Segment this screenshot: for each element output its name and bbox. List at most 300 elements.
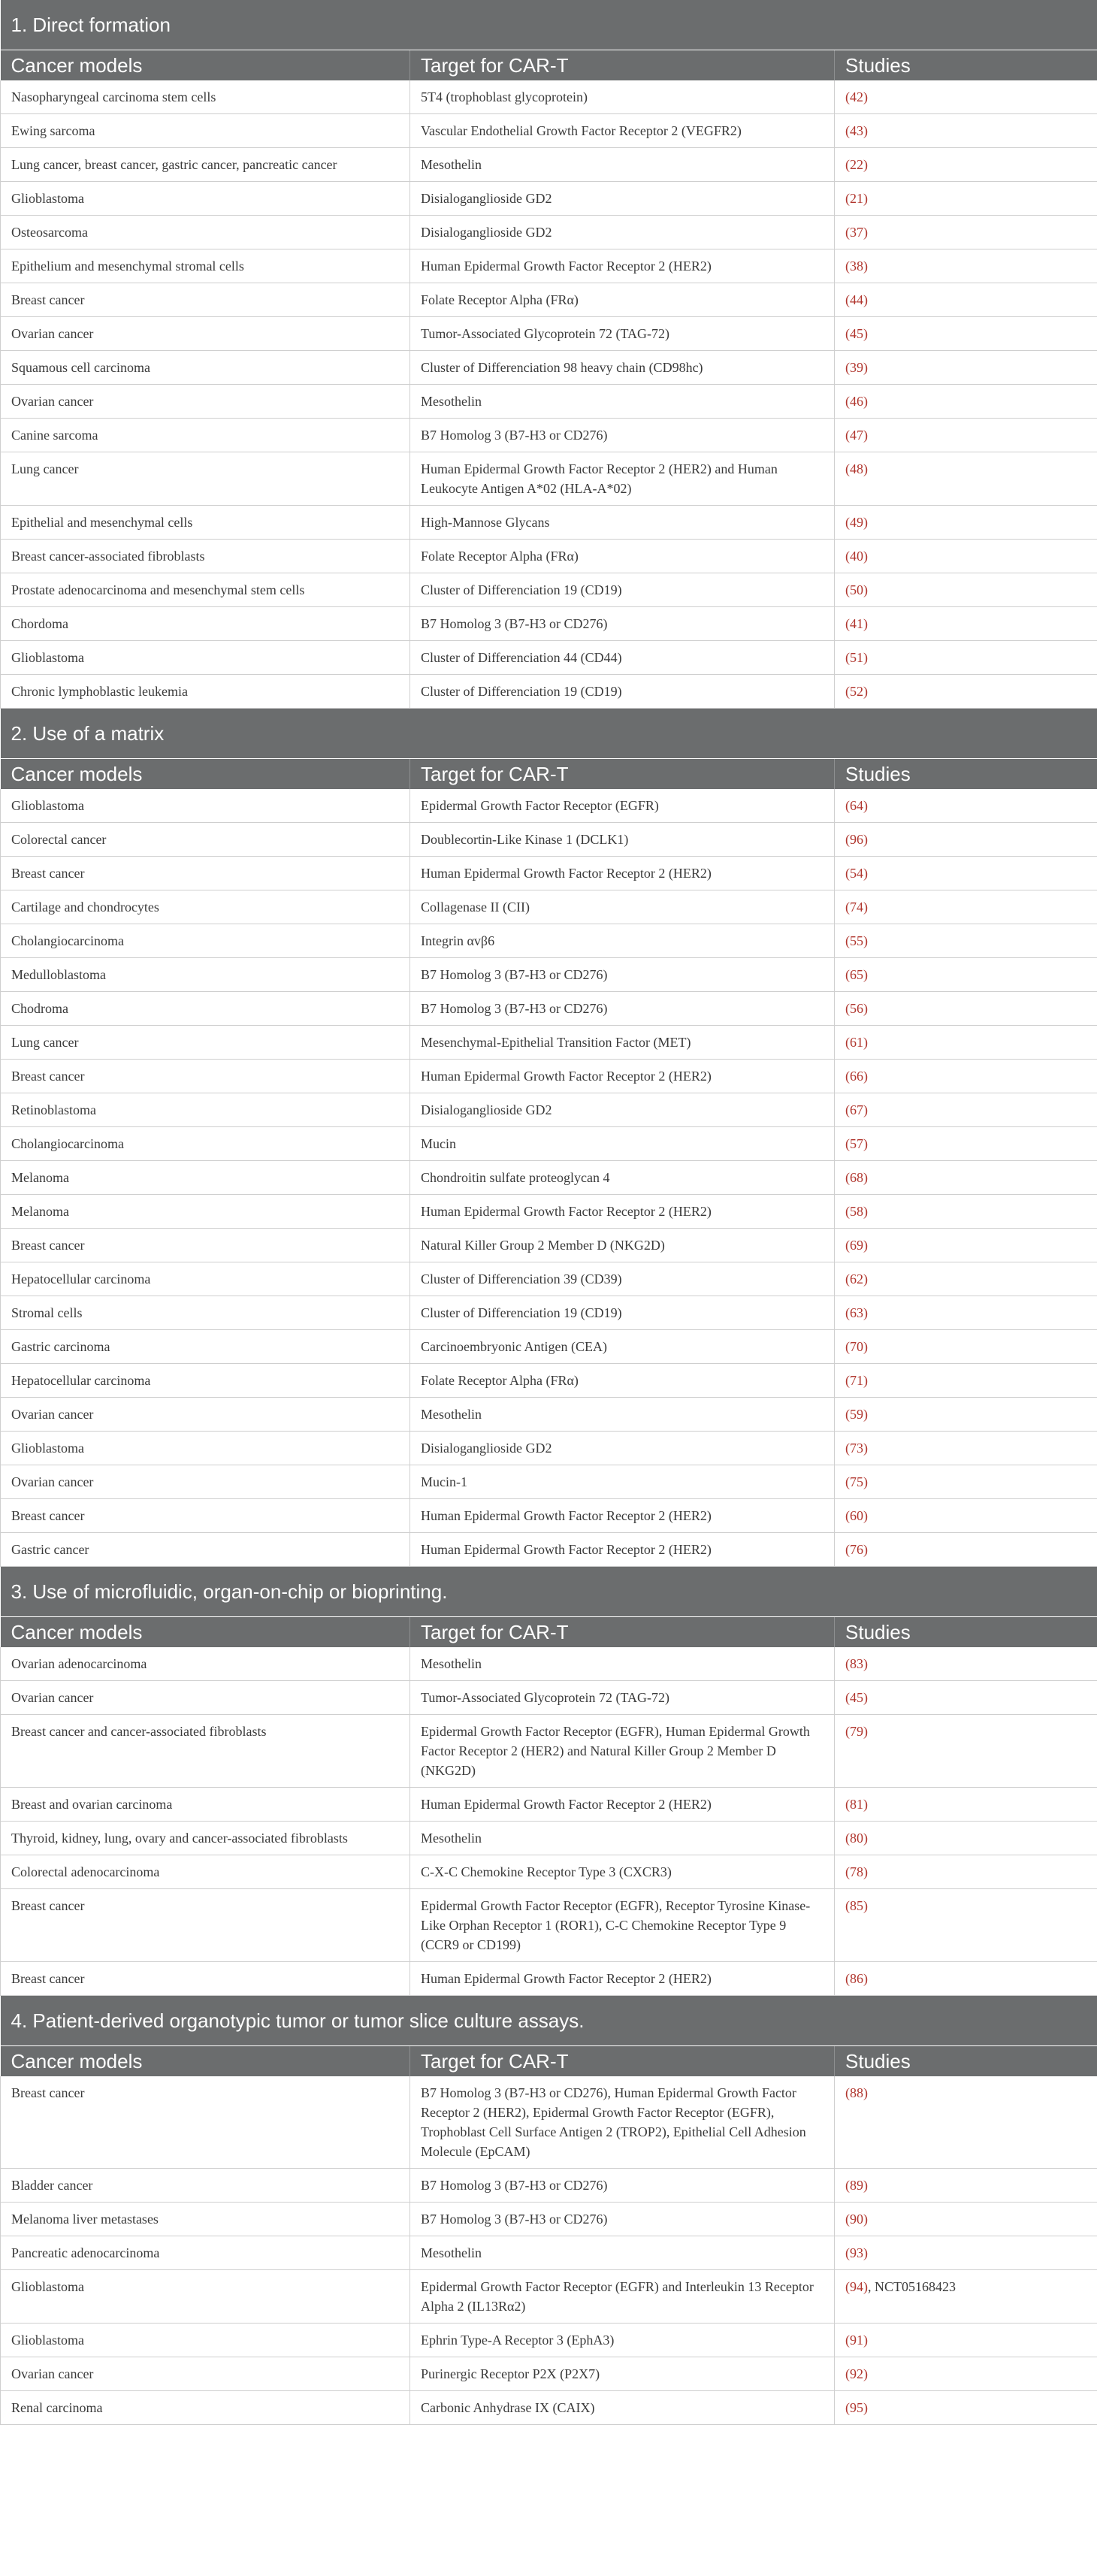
target-cell: Mesenchymal-Epithelial Transition Factor (MET): [410, 1026, 835, 1060]
table-row: [1, 958, 1097, 992]
study-reference-link[interactable]: (89): [845, 2178, 868, 2193]
studies-cell: [835, 924, 1097, 958]
cancer-model-cell: Gastric cancer: [1, 1533, 410, 1567]
study-reference-link[interactable]: (94): [845, 2279, 868, 2294]
target-cell: B7 Homolog 3 (B7-H3 or CD276): [410, 992, 835, 1026]
study-reference-link[interactable]: (56): [845, 1001, 868, 1016]
studies-cell: [835, 1127, 1097, 1161]
cancer-model-cell: Breast cancer: [1, 1229, 410, 1262]
cancer-model-cell: Osteosarcoma: [1, 216, 410, 249]
studies-cell: [835, 506, 1097, 540]
table-row: [1, 182, 1097, 216]
studies-cell: [835, 1533, 1097, 1567]
column-header-studies: Studies: [835, 1617, 1097, 1648]
target-cell: B7 Homolog 3 (B7-H3 or CD276): [410, 419, 835, 452]
table-row: [1, 573, 1097, 607]
study-reference-link[interactable]: (92): [845, 2366, 868, 2381]
target-cell: B7 Homolog 3 (B7-H3 or CD276): [410, 607, 835, 641]
study-reference-link[interactable]: (58): [845, 1204, 868, 1219]
studies-cell: [835, 80, 1097, 114]
target-cell: Epidermal Growth Factor Receptor (EGFR), Receptor Tyrosine Kinase-Like Orphan Receptor 1 (ROR1), C-C Chemokine Receptor Type 9 (CCR9 or CD199): [410, 1889, 835, 1962]
target-cell: Chondroitin sulfate proteoglycan 4: [410, 1161, 835, 1195]
cancer-model-cell: Breast cancer: [1, 283, 410, 317]
target-cell: Mesothelin: [410, 1398, 835, 1432]
target-cell: Folate Receptor Alpha (FRα): [410, 540, 835, 573]
table-row: [1, 1788, 1097, 1822]
table-row: [1, 2203, 1097, 2236]
studies-cell: [835, 857, 1097, 890]
study-reference-link[interactable]: (81): [845, 1797, 868, 1812]
target-cell: Mucin: [410, 1127, 835, 1161]
section-header: [1, 0, 1097, 50]
cancer-model-cell: Epithelium and mesenchymal stromal cells: [1, 249, 410, 283]
study-reference-link[interactable]: (37): [845, 225, 868, 240]
target-cell: Vascular Endothelial Growth Factor Receptor 2 (VEGFR2): [410, 114, 835, 148]
cancer-model-cell: Breast cancer-associated fibroblasts: [1, 540, 410, 573]
study-reference-link[interactable]: (78): [845, 1864, 868, 1879]
cancer-model-cell: Breast cancer: [1, 1499, 410, 1533]
study-reference-link[interactable]: (54): [845, 866, 868, 881]
table-row: [1, 2236, 1097, 2270]
target-cell: B7 Homolog 3 (B7-H3 or CD276): [410, 958, 835, 992]
studies-cell: [835, 1195, 1097, 1229]
target-cell: Collagenase II (CII): [410, 890, 835, 924]
table-row: [1, 1962, 1097, 1996]
studies-cell: [835, 890, 1097, 924]
studies-cell: [835, 114, 1097, 148]
table-row: [1, 1889, 1097, 1962]
cancer-model-cell: Cholangiocarcinoma: [1, 1127, 410, 1161]
studies-cell: [835, 1962, 1097, 1996]
study-reference-link[interactable]: (68): [845, 1170, 868, 1185]
studies-cell: [835, 1330, 1097, 1364]
cancer-model-cell: Glioblastoma: [1, 641, 410, 675]
studies-cell: [835, 1715, 1097, 1788]
target-cell: Human Epidermal Growth Factor Receptor 2 (HER2): [410, 1060, 835, 1093]
study-reference-link[interactable]: (88): [845, 2085, 868, 2100]
study-reference-link[interactable]: (80): [845, 1831, 868, 1846]
section-title: 1. Direct formation: [1, 0, 1097, 50]
cancer-model-cell: Melanoma: [1, 1195, 410, 1229]
target-cell: Tumor-Associated Glycoprotein 72 (TAG-72): [410, 317, 835, 351]
study-reference-link[interactable]: (93): [845, 2245, 868, 2260]
cancer-model-cell: Hepatocellular carcinoma: [1, 1364, 410, 1398]
studies-cell: [835, 385, 1097, 419]
target-cell: Human Epidermal Growth Factor Receptor 2 (HER2) and Human Leukocyte Antigen A*02 (HLA-A*02): [410, 452, 835, 506]
cancer-model-cell: Retinoblastoma: [1, 1093, 410, 1127]
table-body: [1, 0, 1097, 2425]
study-reference-link[interactable]: (57): [845, 1136, 868, 1151]
study-reference-link[interactable]: (63): [845, 1305, 868, 1320]
target-cell: Human Epidermal Growth Factor Receptor 2 (HER2): [410, 857, 835, 890]
study-reference-link[interactable]: (48): [845, 461, 868, 476]
study-reference-link[interactable]: (43): [845, 123, 868, 138]
study-reference-link[interactable]: (22): [845, 157, 868, 172]
table-row: [1, 540, 1097, 573]
studies-cell: [835, 1296, 1097, 1330]
studies-cell: [835, 1499, 1097, 1533]
studies-cell: [835, 540, 1097, 573]
cancer-model-cell: Melanoma liver metastases: [1, 2203, 410, 2236]
column-header-target: Target for CAR-T: [410, 1617, 835, 1648]
study-reference-link[interactable]: (83): [845, 1656, 868, 1671]
study-reference-link[interactable]: (85): [845, 1898, 868, 1913]
study-reference-link[interactable]: (62): [845, 1271, 868, 1286]
table-row: [1, 641, 1097, 675]
target-cell: Mesothelin: [410, 148, 835, 182]
table-row: [1, 1296, 1097, 1330]
section-title: 2. Use of a matrix: [1, 709, 1097, 759]
cancer-model-cell: Breast cancer: [1, 857, 410, 890]
study-reference-link[interactable]: (64): [845, 798, 868, 813]
table-row: [1, 789, 1097, 823]
cancer-model-cell: Chronic lymphoblastic leukemia: [1, 675, 410, 709]
study-reference-link[interactable]: (65): [845, 967, 868, 982]
cancer-model-cell: Nasopharyngeal carcinoma stem cells: [1, 80, 410, 114]
column-header-cancer-models: Cancer models: [1, 759, 410, 790]
study-reference-link[interactable]: (50): [845, 582, 868, 597]
cancer-model-cell: Lung cancer, breast cancer, gastric cancer, pancreatic cancer: [1, 148, 410, 182]
study-reference-link[interactable]: (75): [845, 1474, 868, 1489]
study-reference-link[interactable]: (45): [845, 1690, 868, 1705]
cancer-model-cell: Cholangiocarcinoma: [1, 924, 410, 958]
target-cell: Human Epidermal Growth Factor Receptor 2 (HER2): [410, 249, 835, 283]
section-title: 3. Use of microfluidic, organ-on-chip or bioprinting.: [1, 1567, 1097, 1617]
column-header-cancer-models: Cancer models: [1, 1617, 410, 1648]
study-reference-link[interactable]: (49): [845, 515, 868, 530]
cancer-model-cell: Ovarian cancer: [1, 1465, 410, 1499]
table-row: [1, 216, 1097, 249]
cancer-model-cell: Glioblastoma: [1, 2324, 410, 2357]
target-cell: Human Epidermal Growth Factor Receptor 2 (HER2): [410, 1533, 835, 1567]
target-cell: Cluster of Differenciation 19 (CD19): [410, 573, 835, 607]
studies-cell: [835, 1364, 1097, 1398]
studies-cell: [835, 1093, 1097, 1127]
cancer-model-cell: Bladder cancer: [1, 2169, 410, 2203]
cancer-model-cell: Breast and ovarian carcinoma: [1, 1788, 410, 1822]
section-header: [1, 1996, 1097, 2046]
studies-cell: [835, 958, 1097, 992]
studies-cell: [835, 1161, 1097, 1195]
cancer-model-cell: Thyroid, kidney, lung, ovary and cancer-associated fibroblasts: [1, 1822, 410, 1855]
studies-cell: [835, 249, 1097, 283]
table-row: [1, 1432, 1097, 1465]
cancer-model-cell: Renal carcinoma: [1, 2391, 410, 2425]
study-reference-link[interactable]: (41): [845, 616, 868, 631]
target-cell: Cluster of Differenciation 19 (CD19): [410, 1296, 835, 1330]
column-header-row: [1, 2046, 1097, 2077]
cancer-model-cell: Ovarian cancer: [1, 1398, 410, 1432]
cancer-model-cell: Breast cancer: [1, 1962, 410, 1996]
cancer-model-cell: Canine sarcoma: [1, 419, 410, 452]
table-row: [1, 2076, 1097, 2169]
table-row: [1, 857, 1097, 890]
cancer-model-cell: Ovarian cancer: [1, 1681, 410, 1715]
study-reference-link[interactable]: (91): [845, 2333, 868, 2348]
studies-cell: [835, 317, 1097, 351]
table-row: [1, 114, 1097, 148]
cancer-model-cell: Gastric carcinoma: [1, 1330, 410, 1364]
target-cell: Doublecortin-Like Kinase 1 (DCLK1): [410, 823, 835, 857]
target-cell: High-Mannose Glycans: [410, 506, 835, 540]
study-reference-link[interactable]: (52): [845, 684, 868, 699]
table-row: [1, 1465, 1097, 1499]
study-reference-link[interactable]: (90): [845, 2212, 868, 2227]
study-reference-link[interactable]: (46): [845, 394, 868, 409]
study-reference-link[interactable]: (69): [845, 1238, 868, 1253]
column-header-target: Target for CAR-T: [410, 50, 835, 81]
trial-identifier: , NCT05168423: [868, 2279, 956, 2294]
cancer-model-cell: Glioblastoma: [1, 1432, 410, 1465]
table-row: [1, 452, 1097, 506]
studies-cell: [835, 1465, 1097, 1499]
cancer-model-cell: Glioblastoma: [1, 2270, 410, 2324]
cancer-model-cell: Ewing sarcoma: [1, 114, 410, 148]
target-cell: Human Epidermal Growth Factor Receptor 2 (HER2): [410, 1499, 835, 1533]
studies-cell: [835, 607, 1097, 641]
studies-cell: [835, 2076, 1097, 2169]
cancer-model-cell: Epithelial and mesenchymal cells: [1, 506, 410, 540]
cancer-model-cell: Breast cancer and cancer-associated fibroblasts: [1, 1715, 410, 1788]
column-header-studies: Studies: [835, 759, 1097, 790]
table-row: [1, 351, 1097, 385]
target-cell: Tumor-Associated Glycoprotein 72 (TAG-72): [410, 1681, 835, 1715]
target-cell: Cluster of Differenciation 44 (CD44): [410, 641, 835, 675]
table-row: [1, 2324, 1097, 2357]
studies-cell: [835, 2203, 1097, 2236]
column-header-target: Target for CAR-T: [410, 2046, 835, 2077]
studies-cell: [835, 2324, 1097, 2357]
target-cell: Disialoganglioside GD2: [410, 1432, 835, 1465]
column-header-cancer-models: Cancer models: [1, 50, 410, 81]
table-row: [1, 924, 1097, 958]
cancer-model-cell: Prostate adenocarcinoma and mesenchymal stem cells: [1, 573, 410, 607]
study-reference-link[interactable]: (86): [845, 1971, 868, 1986]
table-row: [1, 1195, 1097, 1229]
studies-cell: [835, 2391, 1097, 2425]
studies-cell: [835, 182, 1097, 216]
study-reference-link[interactable]: (71): [845, 1373, 868, 1388]
target-cell: Carbonic Anhydrase IX (CAIX): [410, 2391, 835, 2425]
table-row: [1, 1681, 1097, 1715]
target-cell: Mesothelin: [410, 1647, 835, 1681]
target-cell: Disialoganglioside GD2: [410, 216, 835, 249]
studies-cell: [835, 1432, 1097, 1465]
studies-cell: [835, 789, 1097, 823]
column-header-row: [1, 759, 1097, 790]
studies-cell: [835, 148, 1097, 182]
table-row: [1, 1330, 1097, 1364]
cancer-model-cell: Ovarian cancer: [1, 317, 410, 351]
target-cell: Natural Killer Group 2 Member D (NKG2D): [410, 1229, 835, 1262]
table-row: [1, 890, 1097, 924]
cancer-model-cell: Colorectal adenocarcinoma: [1, 1855, 410, 1889]
target-cell: Human Epidermal Growth Factor Receptor 2 (HER2): [410, 1962, 835, 1996]
study-reference-link[interactable]: (61): [845, 1035, 868, 1050]
studies-cell: [835, 2169, 1097, 2203]
study-reference-link[interactable]: (66): [845, 1069, 868, 1084]
target-cell: Epidermal Growth Factor Receptor (EGFR): [410, 789, 835, 823]
table-row: [1, 2169, 1097, 2203]
table-row: [1, 283, 1097, 317]
cancer-model-cell: Ovarian cancer: [1, 2357, 410, 2391]
study-reference-link[interactable]: (40): [845, 549, 868, 564]
cancer-model-cell: Colorectal cancer: [1, 823, 410, 857]
cancer-model-cell: Ovarian adenocarcinoma: [1, 1647, 410, 1681]
cancer-model-cell: Breast cancer: [1, 1060, 410, 1093]
table-row: [1, 1822, 1097, 1855]
cancer-model-cell: Pancreatic adenocarcinoma: [1, 2236, 410, 2270]
study-reference-link[interactable]: (74): [845, 899, 868, 915]
studies-cell: [835, 452, 1097, 506]
table-row: [1, 1093, 1097, 1127]
studies-cell: [835, 992, 1097, 1026]
target-cell: Mesothelin: [410, 2236, 835, 2270]
studies-cell: [835, 351, 1097, 385]
studies-cell: [835, 1788, 1097, 1822]
study-reference-link[interactable]: (51): [845, 650, 868, 665]
section-header: [1, 709, 1097, 759]
studies-cell: [835, 573, 1097, 607]
cancer-model-cell: Medulloblastoma: [1, 958, 410, 992]
study-reference-link[interactable]: (44): [845, 292, 868, 307]
target-cell: Mesothelin: [410, 385, 835, 419]
target-cell: B7 Homolog 3 (B7-H3 or CD276): [410, 2203, 835, 2236]
cancer-model-cell: Cartilage and chondrocytes: [1, 890, 410, 924]
study-reference-link[interactable]: (76): [845, 1542, 868, 1557]
study-reference-link[interactable]: (95): [845, 2400, 868, 2415]
table-row: [1, 1026, 1097, 1060]
study-reference-link[interactable]: (38): [845, 259, 868, 274]
studies-cell: [835, 283, 1097, 317]
target-cell: Disialoganglioside GD2: [410, 1093, 835, 1127]
study-reference-link[interactable]: (73): [845, 1441, 868, 1456]
target-cell: 5T4 (trophoblast glycoprotein): [410, 80, 835, 114]
studies-cell: [835, 2357, 1097, 2391]
target-cell: Folate Receptor Alpha (FRα): [410, 1364, 835, 1398]
study-reference-link[interactable]: (55): [845, 933, 868, 948]
table-row: [1, 1127, 1097, 1161]
target-cell: C-X-C Chemokine Receptor Type 3 (CXCR3): [410, 1855, 835, 1889]
study-reference-link[interactable]: (39): [845, 360, 868, 375]
studies-cell: [835, 1855, 1097, 1889]
studies-cell: [835, 1060, 1097, 1093]
cancer-model-cell: Breast cancer: [1, 1889, 410, 1962]
table-row: [1, 1398, 1097, 1432]
section-header: [1, 1567, 1097, 1617]
target-cell: Mesothelin: [410, 1822, 835, 1855]
studies-cell: [835, 1026, 1097, 1060]
table-row: [1, 1229, 1097, 1262]
table-row: [1, 1364, 1097, 1398]
target-cell: Cluster of Differenciation 98 heavy chain (CD98hc): [410, 351, 835, 385]
studies-cell: [835, 1889, 1097, 1962]
study-reference-link[interactable]: (42): [845, 89, 868, 104]
study-reference-link[interactable]: (70): [845, 1339, 868, 1354]
table-row: [1, 992, 1097, 1026]
target-cell: Folate Receptor Alpha (FRα): [410, 283, 835, 317]
study-reference-link[interactable]: (45): [845, 326, 868, 341]
study-reference-link[interactable]: (59): [845, 1407, 868, 1422]
studies-cell: [835, 641, 1097, 675]
cancer-model-cell: Lung cancer: [1, 452, 410, 506]
target-cell: Human Epidermal Growth Factor Receptor 2 (HER2): [410, 1195, 835, 1229]
table-row: [1, 1060, 1097, 1093]
cancer-model-cell: Lung cancer: [1, 1026, 410, 1060]
table-row: [1, 2391, 1097, 2425]
table-row: [1, 148, 1097, 182]
target-cell: Ephrin Type-A Receptor 3 (EphA3): [410, 2324, 835, 2357]
cancer-model-cell: Chordoma: [1, 607, 410, 641]
study-reference-link[interactable]: (60): [845, 1508, 868, 1523]
studies-cell: [835, 1681, 1097, 1715]
study-reference-link[interactable]: (79): [845, 1724, 868, 1739]
cancer-model-cell: Ovarian cancer: [1, 385, 410, 419]
table-row: [1, 317, 1097, 351]
table-row: [1, 1533, 1097, 1567]
studies-cell: [835, 2236, 1097, 2270]
table-row: [1, 419, 1097, 452]
target-cell: Cluster of Differenciation 19 (CD19): [410, 675, 835, 709]
target-cell: B7 Homolog 3 (B7-H3 or CD276), Human Epidermal Growth Factor Receptor 2 (HER2), Epidermal Growth Factor Receptor (EGFR), Trophoblast Cell Surface Antigen 2 (TROP2), Epithelial Cell Adhesion Molecule (EpCAM): [410, 2076, 835, 2169]
table-row: [1, 385, 1097, 419]
table-row: [1, 506, 1097, 540]
studies-cell: [835, 1822, 1097, 1855]
target-cell: Human Epidermal Growth Factor Receptor 2 (HER2): [410, 1788, 835, 1822]
target-cell: Epidermal Growth Factor Receptor (EGFR), Human Epidermal Growth Factor Receptor 2 (HER2) and Natural Killer Group 2 Member D (NKG2D): [410, 1715, 835, 1788]
table-row: [1, 2357, 1097, 2391]
cancer-model-cell: Melanoma: [1, 1161, 410, 1195]
cancer-model-cell: Stromal cells: [1, 1296, 410, 1330]
study-reference-link[interactable]: (96): [845, 832, 868, 847]
studies-cell: [835, 1262, 1097, 1296]
target-cell: Carcinoembryonic Antigen (CEA): [410, 1330, 835, 1364]
studies-cell: [835, 1229, 1097, 1262]
target-cell: B7 Homolog 3 (B7-H3 or CD276): [410, 2169, 835, 2203]
cancer-model-cell: Breast cancer: [1, 2076, 410, 2169]
column-header-row: [1, 1617, 1097, 1648]
table-row: [1, 1647, 1097, 1681]
table-row: [1, 823, 1097, 857]
table-row: [1, 607, 1097, 641]
table-row: [1, 80, 1097, 114]
table-row: [1, 2270, 1097, 2324]
study-reference-link[interactable]: (21): [845, 191, 868, 206]
table-row: [1, 1715, 1097, 1788]
cancer-model-cell: Chodroma: [1, 992, 410, 1026]
column-header-target: Target for CAR-T: [410, 759, 835, 790]
studies-cell: [835, 1647, 1097, 1681]
column-header-row: [1, 50, 1097, 81]
table-row: [1, 1161, 1097, 1195]
studies-cell: [835, 1398, 1097, 1432]
target-cell: Epidermal Growth Factor Receptor (EGFR) and Interleukin 13 Receptor Alpha 2 (IL13Rα2): [410, 2270, 835, 2324]
studies-cell: [835, 419, 1097, 452]
table-row: [1, 1855, 1097, 1889]
target-cell: Cluster of Differenciation 39 (CD39): [410, 1262, 835, 1296]
cancer-model-cell: Glioblastoma: [1, 789, 410, 823]
cancer-model-cell: Glioblastoma: [1, 182, 410, 216]
study-reference-link[interactable]: (47): [845, 428, 868, 443]
target-cell: Mucin-1: [410, 1465, 835, 1499]
section-title: 4. Patient-derived organotypic tumor or tumor slice culture assays.: [1, 1996, 1097, 2046]
studies-cell: [835, 675, 1097, 709]
column-header-cancer-models: Cancer models: [1, 2046, 410, 2077]
studies-cell: [835, 823, 1097, 857]
study-reference-link[interactable]: (67): [845, 1102, 868, 1117]
table-row: [1, 1262, 1097, 1296]
target-cell: Disialoganglioside GD2: [410, 182, 835, 216]
